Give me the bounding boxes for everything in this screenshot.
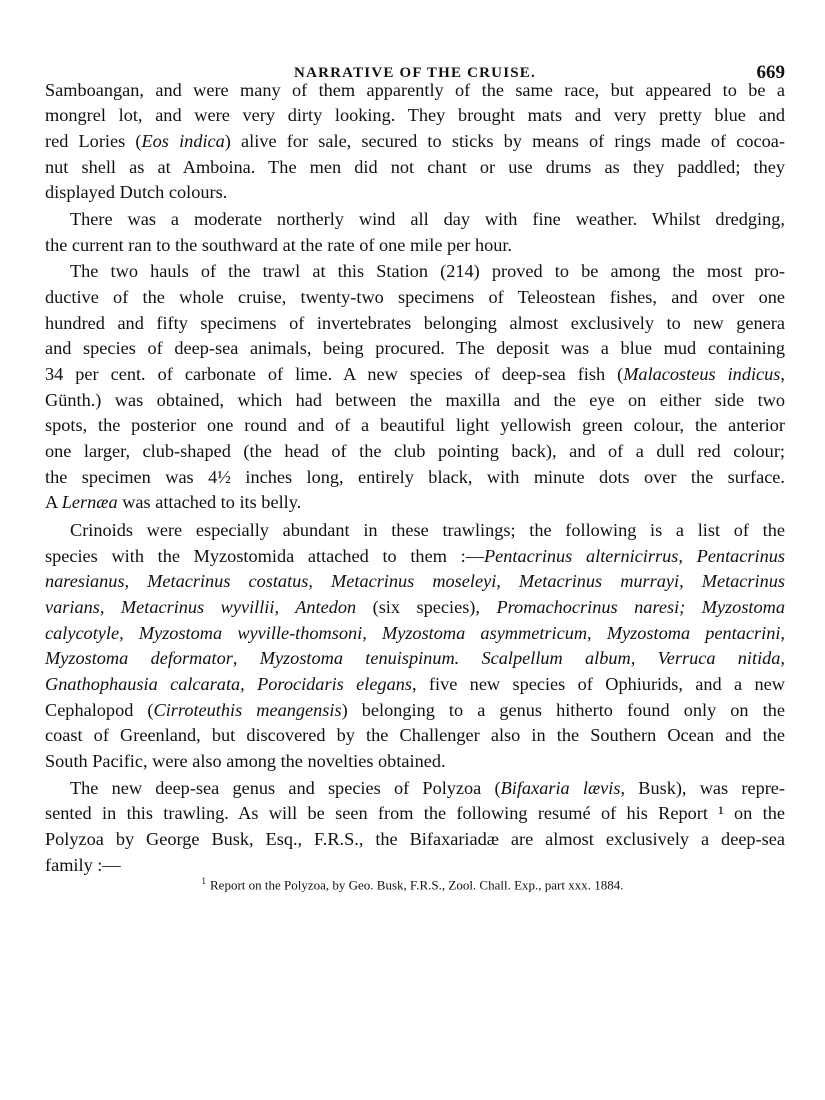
text-line	[45, 802, 785, 824]
text-line	[45, 596, 785, 618]
text-run: the specimen was 4½ inches long, entirely black, with minute dots over the surface.	[45, 467, 785, 487]
italic-text: Promachocrinus naresi; Myzostoma	[496, 597, 785, 617]
text-run: ,	[232, 648, 260, 668]
text-line	[45, 491, 785, 513]
text-run: The new deep-sea genus and species of Polyzoa (	[70, 778, 501, 798]
text-line	[45, 466, 785, 488]
italic-text: Lernæa	[61, 492, 118, 512]
text-line	[45, 647, 785, 669]
text-run: nut shell as at Amboina. The men did not chant or use drums as they paddled; they	[45, 157, 785, 177]
text-run: displayed Dutch colours.	[45, 182, 228, 202]
text-line	[45, 79, 785, 101]
text-run: the current ran to the southward at the rate of one mile per hour.	[45, 235, 513, 255]
text-run: one larger, club-shaped (the head of the club pointing back), and of a dull red colour;	[45, 441, 785, 461]
text-run: Günth.) was obtained, which had between the maxilla and the eye on either side two	[45, 390, 785, 410]
text-line	[70, 208, 785, 230]
text-run: The two hauls of the trawl at this Station (214) proved to be among the most pro-	[70, 261, 785, 281]
text-line	[45, 724, 785, 746]
text-run: red Lories (	[45, 131, 142, 151]
text-line	[70, 519, 785, 541]
text-run: , Busk), was repre-	[620, 778, 785, 798]
text-run: family :—	[45, 855, 121, 875]
italic-text: Cirroteuthis meangensis	[153, 700, 342, 720]
text-line	[45, 440, 785, 462]
text-line	[45, 750, 785, 772]
text-run: ) belonging to a genus hitherto found only on the	[341, 700, 785, 720]
text-line	[45, 414, 785, 436]
italic-text: Bifaxaria lævis	[500, 778, 621, 798]
text-line	[45, 389, 785, 411]
text-line	[45, 699, 785, 721]
text-run: 34 per cent. of carbonate of lime. A new species of deep-sea fish (	[45, 364, 624, 384]
text-run: Polyzoa by George Busk, Esq., F.R.S., the Bifaxariadæ are almost exclusively a deep-sea	[45, 829, 785, 849]
page-number: 669	[756, 62, 785, 83]
text-run: species with the Myzostomida attached to them :—	[45, 546, 484, 566]
text-run: spots, the posterior one round and of a beautiful light yellowish green colour, the anterior	[45, 415, 785, 435]
text-line	[45, 545, 785, 567]
text-run: Samboangan, and were many of them apparently of the same race, but appeared to be a	[45, 80, 785, 100]
text-run: South Pacific, were also among the novelties obtained.	[45, 751, 446, 771]
italic-text: calycotyle, Myzostoma wyville-thomsoni, Myzostoma asymmetricum, Myzostoma pentacrini,	[45, 623, 785, 643]
footnote-marker: 1	[201, 876, 206, 886]
text-run: sented in this trawling. As will be seen from the following resumé of his Report ¹ on the	[45, 803, 785, 823]
text-line	[70, 777, 785, 799]
text-line	[45, 570, 785, 592]
italic-text: Myzostoma tenuispinum. Scalpellum album, Verruca nitida,	[259, 648, 786, 668]
text-run: (six species),	[356, 597, 497, 617]
italic-text: Myzostoma deformator	[45, 648, 233, 668]
text-run: and species of deep-sea animals, being procured. The deposit was a blue mud containing	[45, 338, 785, 358]
text-run: A	[45, 492, 62, 512]
text-line	[45, 828, 785, 850]
text-run: ductive of the whole cruise, twenty-two specimens of Teleostean fishes, and over one	[45, 287, 785, 307]
italic-text: naresianus, Metacrinus costatus, Metacrinus moseleyi, Metacrinus murrayi, Metacrinus	[45, 571, 785, 591]
text-line	[45, 181, 785, 203]
text-run: , five new species of Ophiurids, and a new	[411, 674, 785, 694]
text-run: ,	[780, 364, 785, 384]
footnote	[0, 876, 825, 893]
text-run: hundred and fifty specimens of invertebrates belonging almost exclusively to new genera	[45, 313, 785, 333]
running-title: NARRATIVE OF THE CRUISE.	[294, 65, 536, 81]
text-run: ) alive for sale, secured to sticks by means of rings made of cocoa-	[224, 131, 786, 151]
text-line	[45, 286, 785, 308]
text-run: There was a moderate northerly wind all day with fine weather. Whilst dredging,	[70, 209, 785, 229]
text-line	[45, 130, 785, 152]
text-line	[45, 337, 785, 359]
italic-text: varians, Metacrinus wyvillii, Antedon	[45, 597, 357, 617]
footnote-text: Report on the Polyzoa, by Geo. Busk, F.R.S., Zool. Chall. Exp., part xxx. 1884.	[210, 877, 624, 893]
text-run: was attached to its belly.	[117, 492, 302, 512]
text-line	[45, 312, 785, 334]
italic-text: Pentacrinus alternicirrus, Pentacrinus	[483, 546, 785, 566]
text-run: coast of Greenland, but discovered by the Challenger also in the Southern Ocean and the	[45, 725, 785, 745]
text-line	[45, 854, 785, 876]
text-line	[45, 622, 785, 644]
text-line	[45, 363, 785, 385]
text-line	[45, 673, 785, 695]
text-line	[45, 234, 785, 256]
text-line	[45, 104, 785, 126]
text-run: Cephalopod (	[45, 700, 154, 720]
italic-text: Malacosteus indicus	[623, 364, 781, 384]
italic-text: Gnathophausia calcarata, Porocidaris elegans	[45, 674, 412, 694]
text-run: mongrel lot, and were very dirty looking. They brought mats and very pretty blue and	[45, 105, 785, 125]
text-line	[70, 260, 785, 282]
text-line	[45, 156, 785, 178]
text-run: Crinoids were especially abundant in these trawlings; the following is a list of the	[70, 520, 785, 540]
italic-text: Eos indica	[141, 131, 225, 151]
